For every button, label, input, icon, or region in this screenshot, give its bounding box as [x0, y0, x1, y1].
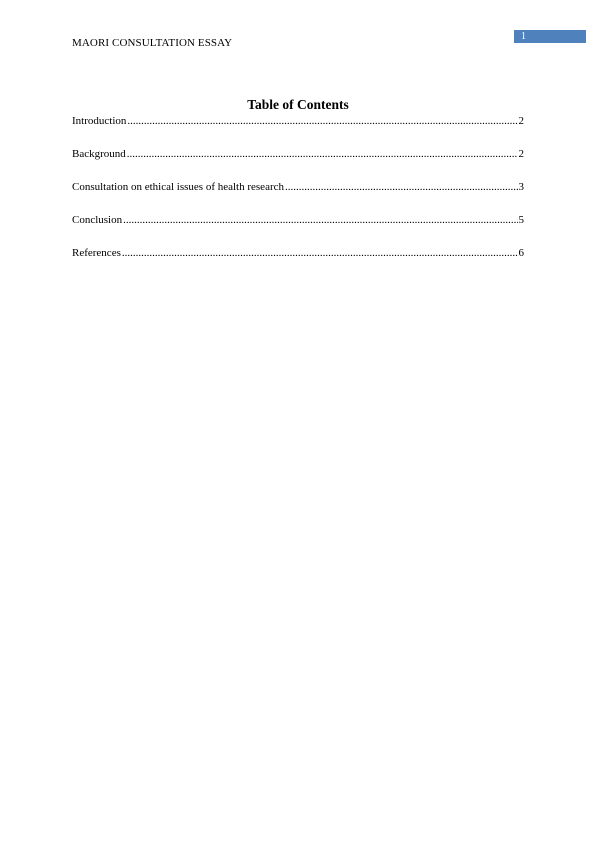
toc-dot-leader — [122, 247, 518, 260]
toc-entry-introduction[interactable] — [72, 115, 524, 128]
toc-entry-page: 2 — [518, 115, 524, 127]
table-of-contents — [72, 115, 524, 280]
toc-dot-leader — [127, 148, 518, 161]
toc-entry-conclusion[interactable] — [72, 214, 524, 227]
toc-entry-background[interactable] — [72, 148, 524, 161]
toc-dot-leader — [285, 181, 518, 194]
toc-entry-references[interactable] — [72, 247, 524, 260]
page-number-badge: 1 — [514, 30, 586, 43]
toc-entry-page: 2 — [518, 148, 524, 160]
toc-entry-page: 3 — [518, 181, 524, 193]
toc-entry-page: 5 — [518, 214, 524, 226]
running-head: MAORI CONSULTATION ESSAY — [72, 37, 233, 49]
toc-dot-leader — [123, 214, 517, 227]
toc-entry-consultation[interactable] — [72, 181, 524, 194]
toc-entry-label: Conclusion — [72, 214, 123, 226]
toc-entry-label: References — [72, 247, 121, 259]
toc-entry-label: Consultation on ethical issues of health research — [72, 181, 284, 193]
toc-entry-page: 6 — [518, 247, 524, 259]
toc-entry-label: Background — [72, 148, 126, 160]
toc-entry-label: Introduction — [72, 115, 127, 127]
toc-title: Table of Contents — [247, 97, 349, 112]
toc-dot-leader — [127, 115, 517, 128]
